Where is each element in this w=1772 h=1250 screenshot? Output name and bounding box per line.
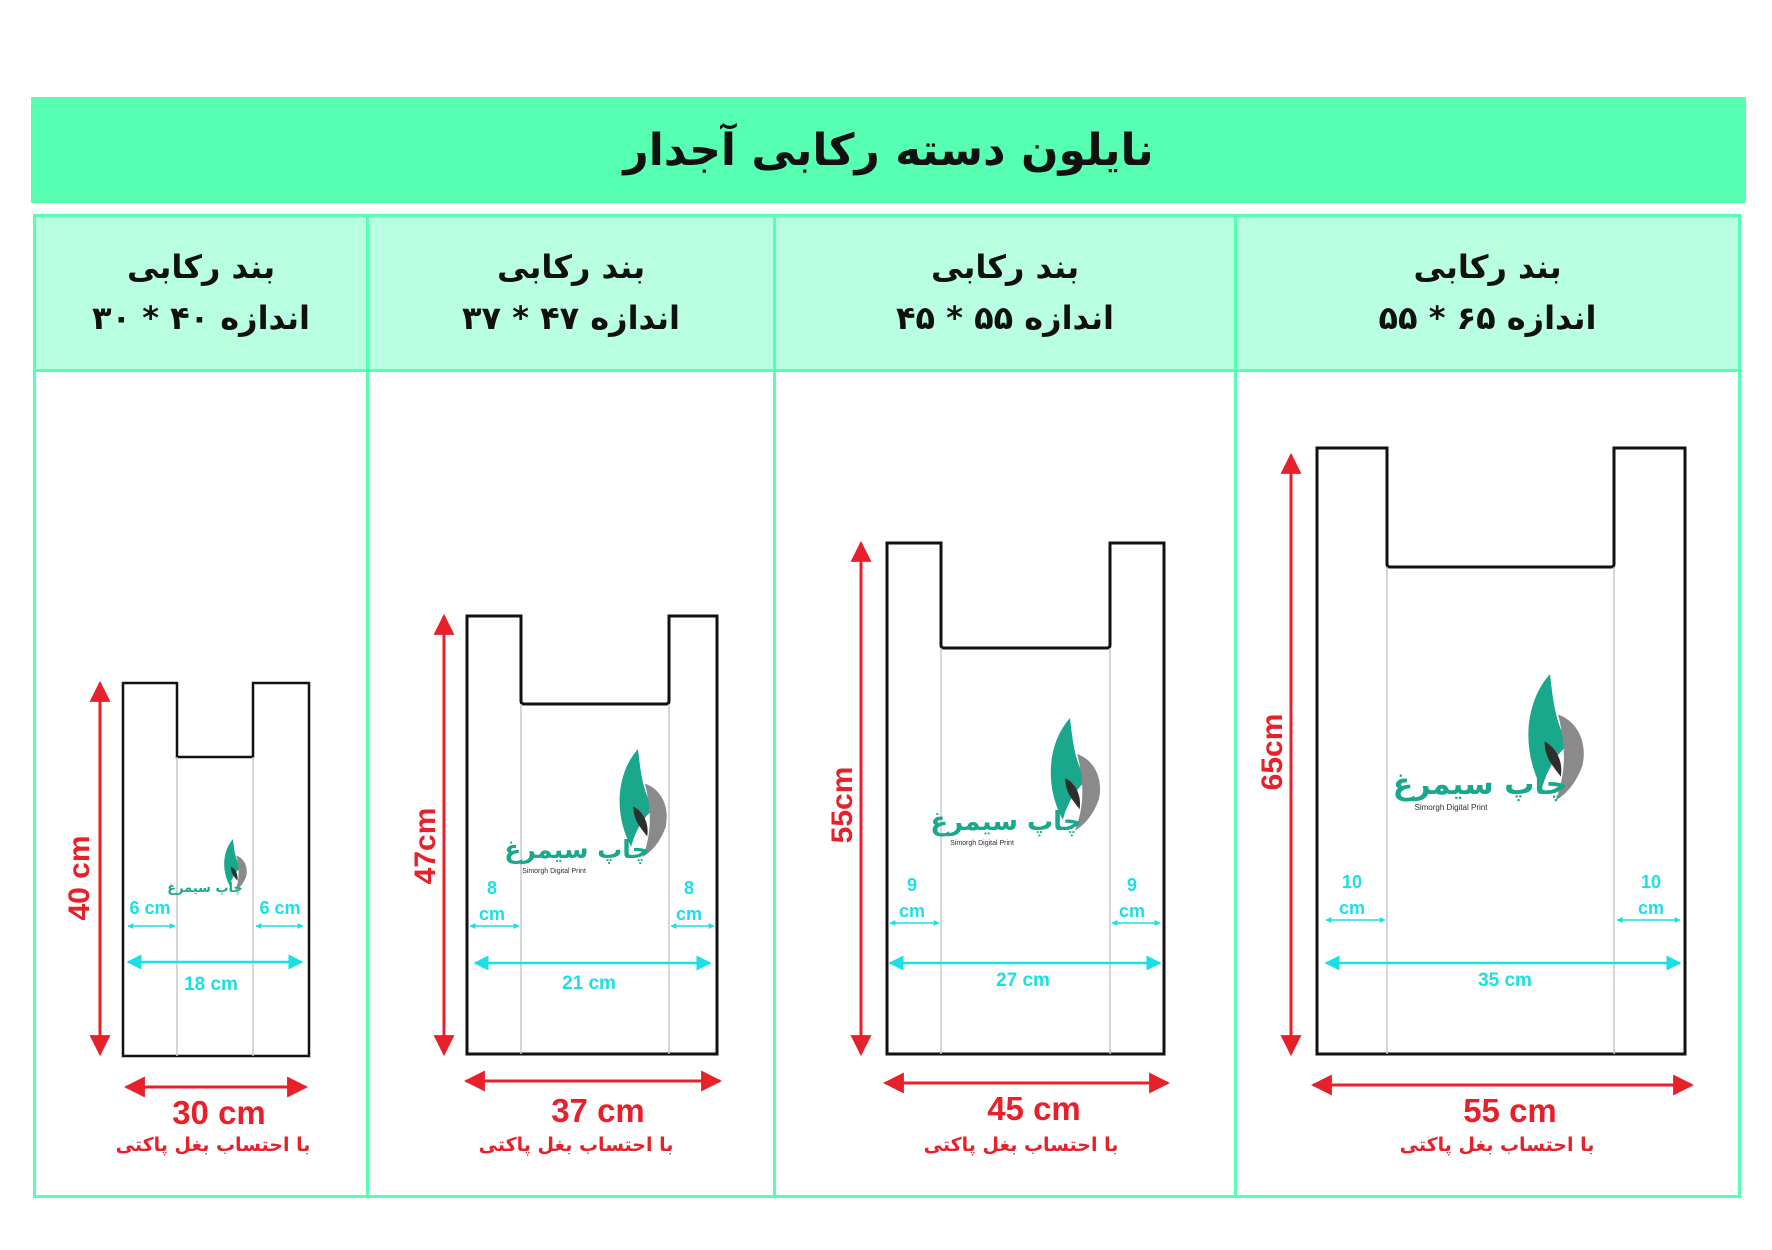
header-line2: اندازه ۵۵ * ۴۵ — [895, 299, 1115, 337]
bag-30x40 — [63, 683, 310, 1156]
gusset-label: 10 — [1640, 872, 1662, 892]
gusset-label: 6 cm — [259, 898, 301, 918]
gusset-unit: cm — [478, 904, 506, 924]
logo-name: چاپ سیمرغ — [930, 807, 1082, 837]
header-line2: اندازه ۶۵ * ۵۵ — [1378, 299, 1597, 337]
header-line1: بند رکابی — [1413, 248, 1562, 286]
logo-name: چاپ سیمرغ — [504, 835, 650, 864]
gusset-unit: cm — [1637, 898, 1665, 918]
bag-55x65 — [1256, 448, 1692, 1156]
gusset-label: 9 — [906, 875, 918, 895]
note-label: با احتساب بغل پاکتی — [1399, 1134, 1595, 1156]
inner-width-label: 18 cm — [184, 974, 238, 995]
note-label: با احتساب بغل پاکتی — [478, 1134, 674, 1156]
gusset-label: 10 — [1341, 872, 1363, 892]
gusset-unit: cm — [675, 904, 703, 924]
inner-width-label: 21 cm — [562, 973, 616, 994]
bag-45x55 — [826, 543, 1168, 1156]
logo-name: چاپ سیمرغ — [167, 881, 243, 896]
height-label: 40 cm — [63, 835, 96, 921]
width-label: 55 cm — [1463, 1092, 1557, 1129]
height-label: 55cm — [826, 766, 859, 844]
width-label: 30 cm — [172, 1094, 266, 1131]
logo-subtitle: Simorgh Digital Print — [1414, 803, 1488, 812]
gusset-label: 8 — [683, 878, 695, 898]
header-line1: بند رکابی — [496, 248, 646, 286]
inner-width-label: 27 cm — [996, 970, 1050, 991]
logo-subtitle: Simorgh Digital Print — [950, 840, 1014, 847]
inner-width-label: 35 cm — [1478, 970, 1532, 991]
width-label: 37 cm — [551, 1092, 645, 1129]
height-label: 47cm — [409, 807, 442, 885]
gusset-unit: cm — [898, 901, 926, 921]
logo-subtitle: Simorgh Digital Print — [522, 868, 586, 875]
gusset-label: 9 — [1126, 875, 1138, 895]
gusset-unit: cm — [1118, 901, 1146, 921]
bag-37x47 — [409, 616, 720, 1156]
page-title: نایلون دسته رکابی آجدار — [623, 124, 1154, 176]
gusset-label: 6 cm — [129, 898, 171, 918]
header-line1: بند رکابی — [126, 248, 276, 286]
width-label: 45 cm — [987, 1090, 1081, 1127]
header-line2: اندازه ۴۷ * ۳۷ — [461, 299, 681, 337]
header-line2: اندازه ۴۰ * ۳۰ — [91, 299, 311, 337]
logo-name: چاپ سیمرغ — [1392, 767, 1568, 802]
height-label: 65cm — [1256, 713, 1289, 791]
header-line1: بند رکابی — [930, 248, 1080, 286]
gusset-unit: cm — [1338, 898, 1366, 918]
note-label: با احتساب بغل پاکتی — [923, 1134, 1119, 1156]
gusset-label: 8 — [486, 878, 498, 898]
bag-outline — [123, 683, 309, 1056]
note-label: با احتساب بغل پاکتی — [115, 1134, 311, 1156]
